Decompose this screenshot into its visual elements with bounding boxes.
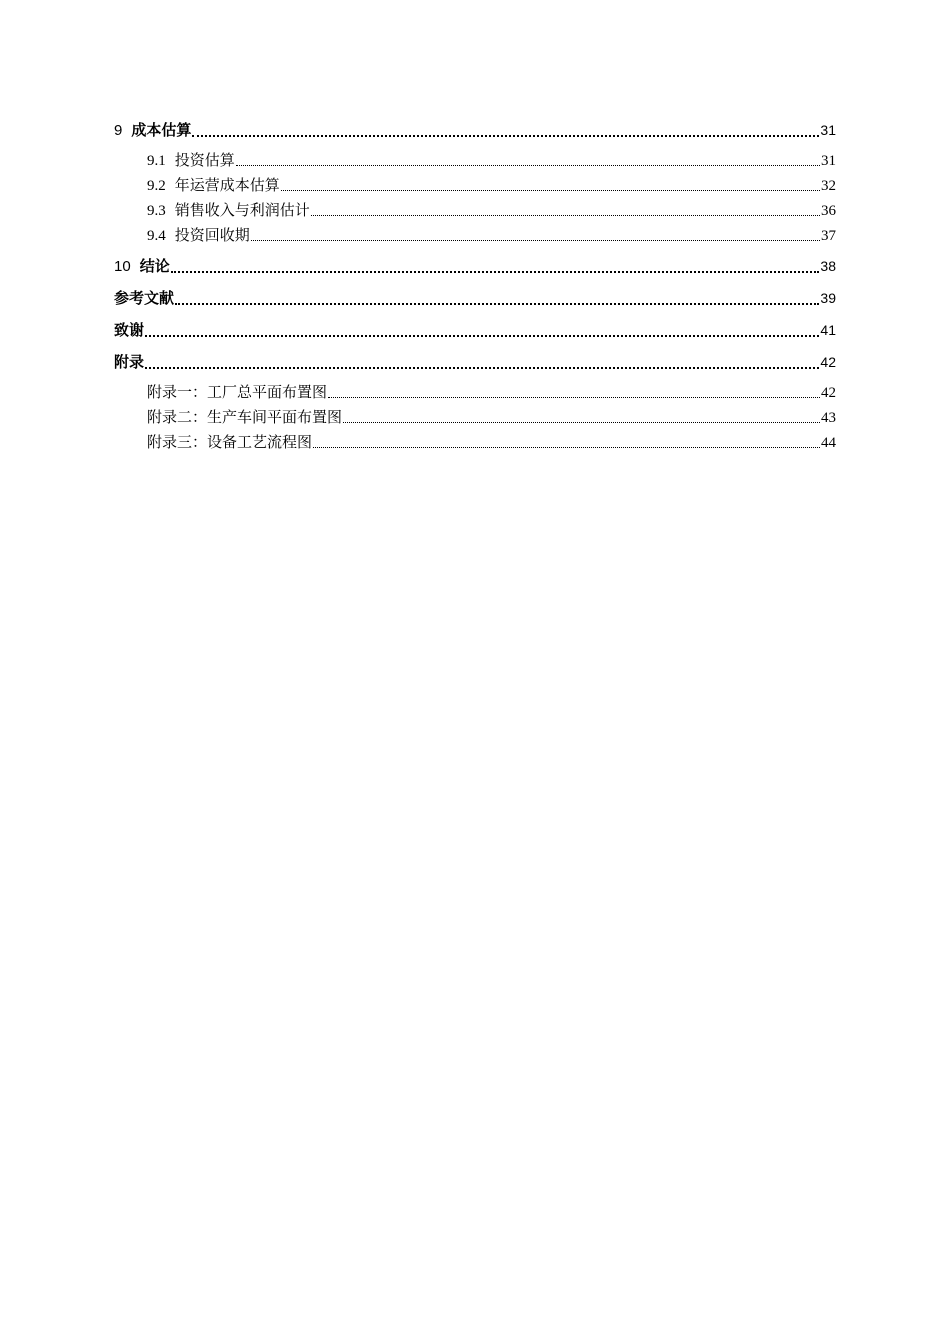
toc-entry-number: 9.2 (147, 178, 166, 194)
toc-entry-title: 年运营成本估算 (174, 178, 280, 194)
toc-entry-number: 9.1 (147, 153, 166, 169)
toc-entry-title: 成本估算 (131, 121, 192, 139)
toc-entry-title: 附录一：工厂总平面布置图 (147, 385, 328, 401)
toc-entry-annual-operating-cost[interactable] (114, 174, 836, 199)
toc-entry-title: 结论 (139, 257, 170, 275)
toc-entry-page: 42 (820, 354, 836, 370)
toc-entry-investment-estimation[interactable] (114, 149, 836, 174)
toc-entry-page: 36 (821, 203, 836, 219)
toc-entry-page: 31 (821, 153, 836, 169)
toc-entry-page: 41 (820, 322, 836, 338)
toc-entry-number: 10 (114, 258, 131, 275)
toc-entry-acknowledgements[interactable] (114, 317, 836, 349)
toc-entry-payback-period[interactable] (114, 224, 836, 249)
toc-entry-title: 参考文献 (114, 289, 175, 307)
toc-entry-title: 附录二：生产车间平面布置图 (147, 410, 343, 426)
dot-leader (236, 165, 820, 166)
toc-entry-page: 43 (821, 410, 836, 426)
toc-entry-page: 38 (820, 258, 836, 274)
toc-entry-sales-profit[interactable] (114, 199, 836, 224)
dot-leader (251, 240, 820, 241)
toc-entry-page: 31 (820, 122, 836, 138)
dot-leader (343, 422, 820, 423)
toc-entry-title: 附录三：设备工艺流程图 (147, 435, 313, 451)
toc-entry-page: 37 (821, 228, 836, 244)
dot-leader (281, 190, 820, 191)
toc-entry-conclusion[interactable] (114, 253, 836, 285)
dot-leader (175, 303, 819, 305)
dot-leader (313, 447, 820, 448)
toc-entry-title: 附录 (114, 353, 145, 371)
toc-entry-page: 39 (820, 290, 836, 306)
dot-leader (311, 215, 820, 216)
dot-leader (192, 135, 819, 137)
toc-entry-number: 9 (114, 122, 123, 139)
toc-entry-appendix-2[interactable] (114, 406, 836, 431)
toc-entry-appendix-3[interactable] (114, 431, 836, 456)
toc-entry-page: 44 (821, 435, 836, 451)
dot-leader (171, 271, 820, 273)
toc-entry-title: 投资回收期 (174, 228, 250, 244)
toc-entry-number: 9.4 (147, 228, 166, 244)
toc-entry-page: 42 (821, 385, 836, 401)
table-of-contents (114, 117, 836, 456)
toc-entry-appendix[interactable] (114, 349, 836, 381)
toc-entry-page: 32 (821, 178, 836, 194)
toc-entry-number: 9.3 (147, 203, 166, 219)
dot-leader (328, 397, 820, 398)
toc-entry-title: 致谢 (114, 321, 145, 339)
toc-entry-title: 投资估算 (174, 153, 235, 169)
dot-leader (145, 335, 819, 337)
toc-entry-appendix-1[interactable] (114, 381, 836, 406)
toc-entry-cost-estimation[interactable] (114, 117, 836, 149)
toc-entry-title: 销售收入与利润估计 (174, 203, 310, 219)
toc-entry-references[interactable] (114, 285, 836, 317)
dot-leader (145, 367, 819, 369)
